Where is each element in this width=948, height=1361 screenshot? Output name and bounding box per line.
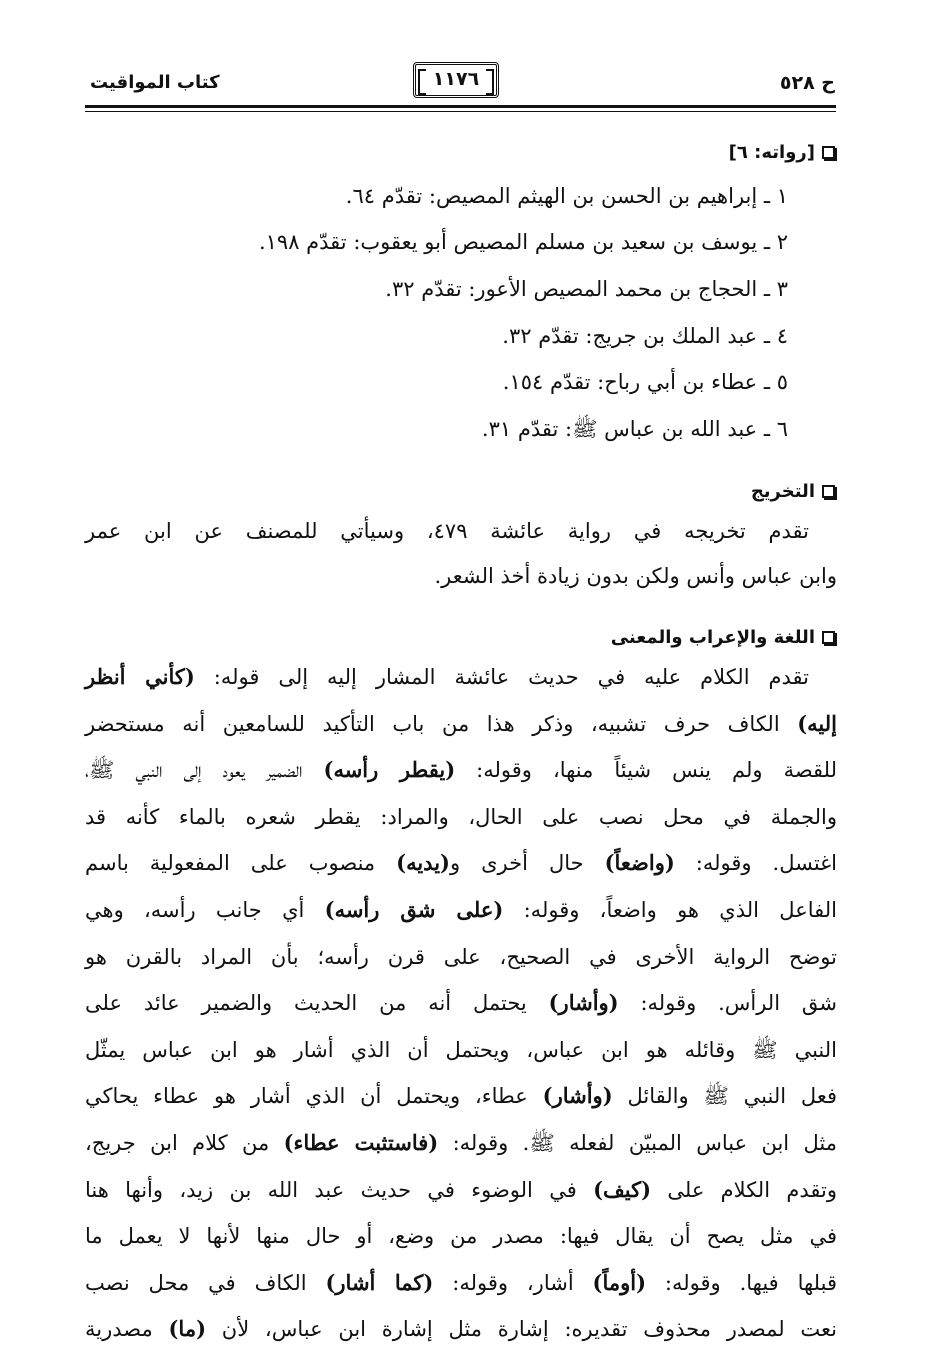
line-text: الكاف حرف تشبيه، وذكر هذا من باب التأكيد للسامعين أنه مستحضر [85,712,798,736]
lugha-line [85,848,837,878]
line-text: في مثل يصح أن يقال فيها: مصدر من وضع، أو حال منها لأنها لا يعمل ما [85,1224,837,1248]
line-text: نعت لمصدر محذوف تقديره: إشارة مثل إشارة ابن عباس، لأن [206,1317,837,1341]
lugha-line [85,988,837,1018]
narrator-item-3: ٣ ـ الحجاج بن محمد المصيص الأعور: تقدّم ٣٢. [385,277,788,301]
lugha-line [85,1175,837,1205]
quoted-term: (وأشار) [542,1083,613,1108]
quoted-term: (كيف) [593,1177,652,1202]
line-text: والجملة في محل نصب على الحال، والمراد: يقطر شعره بالماء كأنه قد [85,805,837,829]
square-bullet-icon [822,631,835,644]
lugha-line [85,1128,837,1158]
lugha-line [85,895,837,925]
lugha-heading-text: اللغة والإعراب والمعنى [610,627,815,648]
line-text: أشار، وقوله: [433,1271,593,1295]
line-text: وتقدم الكلام على [651,1178,837,1202]
lugha-line [85,1081,837,1111]
square-bullet-icon [822,146,835,159]
line-text: اغتسل. وقوله: [674,851,837,875]
lugha-line [85,1268,837,1298]
quoted-term: (أوماً) [592,1270,647,1295]
line-text: يحتمل أنه من الحديث والضمير عائد على [85,991,549,1015]
line-text: توضح الرواية الأخرى في الصحيح، على قرن رأسه؛ بأن المراد بالقرن هو [85,945,837,969]
lugha-line [85,662,837,692]
quoted-term: (وأشار) [548,990,619,1015]
quoted-term: (كما أشار) [325,1270,434,1295]
lugha-line [85,802,837,832]
lugha-line [85,1221,837,1251]
line-text: مثل ابن عباس المبيّن لفعله ﷺ. وقوله: [438,1131,837,1155]
line-text: تقدم الكلام عليه في حديث عائشة المشار إليه إلى قوله: [194,665,810,689]
line-text: الكاف في محل نصب [85,1271,326,1295]
quoted-term: إليه) [797,711,837,736]
page-number-frame [413,62,499,98]
book-title: كتاب المواقيت [90,72,220,93]
narrator-item-1: ١ ـ إبراهيم بن الحسن بن الهيثم المصيص: تقدّم ٦٤. [345,184,788,208]
quoted-term: (واضعاً) [604,850,675,875]
header-rule [85,105,836,108]
quoted-term: (فاستثبت عطاء) [283,1130,439,1155]
lugha-line [85,942,837,972]
line-text: حال أخرى و [449,851,605,875]
square-bullet-icon [822,485,835,498]
lugha-heading [611,627,835,648]
takhrij-line: تقدم تخريجه في رواية عائشة ٤٧٩، وسيأتي للمصنف عن ابن عمر [85,519,809,543]
line-text: النبي ﷺ وقائله هو ابن عباس، ويحتمل أن الذي أشار هو ابن عباس يمثّل [85,1038,837,1062]
quoted-term: (ما) [168,1316,207,1341]
line-text: فعل النبي ﷺ والقائل [612,1084,837,1108]
narrators-heading [729,142,835,163]
quoted-term: (يديه) [396,850,450,875]
quoted-term: (على شق رأسه) [324,897,504,922]
takhrij-heading-text: التخريج [750,481,815,502]
lugha-line [85,709,837,739]
lugha-line [85,755,837,785]
narrators-heading-text: [رواته: ٦] [728,142,815,163]
lugha-line [85,1035,837,1065]
narrator-item-4: ٤ ـ عبد الملك بن جريج: تقدّم ٣٢. [502,324,788,348]
narrator-item-6: ٦ ـ عبد الله بن عباس ﷺ: تقدّم ٣١. [481,417,788,441]
line-text: للقصة ولم ينس شيئاً منها، وقوله: [455,758,838,782]
line-text: قبلها فيها. وقوله: [646,1271,837,1295]
line-text: في الوضوء في حديث عبد الله بن زيد، وأنها هنا [85,1178,594,1202]
line-text: منصوب على المفعولية باسم [85,851,397,875]
hadith-number: ح ٥٢٨ [779,72,835,94]
quoted-term: (يقطر رأسه) [323,757,456,782]
line-text: مصدرية [85,1317,169,1341]
line-text: الضمير يعود إلى النبي ﷺ، [85,758,324,782]
line-text: أي جانب رأسه، وهي [85,898,325,922]
quoted-term: (كأني أنظر [85,664,195,689]
lugha-line [85,1314,837,1344]
line-text: عطاء، ويحتمل أن الذي أشار هو عطاء يحاكي [85,1084,543,1108]
narrator-item-2: ٢ ـ يوسف بن سعيد بن مسلم المصيص أبو يعقوب: تقدّم ١٩٨. [258,230,788,254]
header-rule-thin [85,111,836,112]
line-text: شق الرأس. وقوله: [618,991,837,1015]
takhrij-line: وابن عباس وأنس ولكن بدون زيادة أخذ الشعر. [434,564,837,588]
line-text: الفاعل الذي هو واضعاً، وقوله: [503,898,837,922]
takhrij-heading [751,481,835,502]
page-number: ١١٧٦ [432,68,480,90]
line-text: من كلام ابن جريج، [85,1131,284,1155]
narrator-item-5: ٥ ـ عطاء بن أبي رباح: تقدّم ١٥٤. [502,370,788,394]
